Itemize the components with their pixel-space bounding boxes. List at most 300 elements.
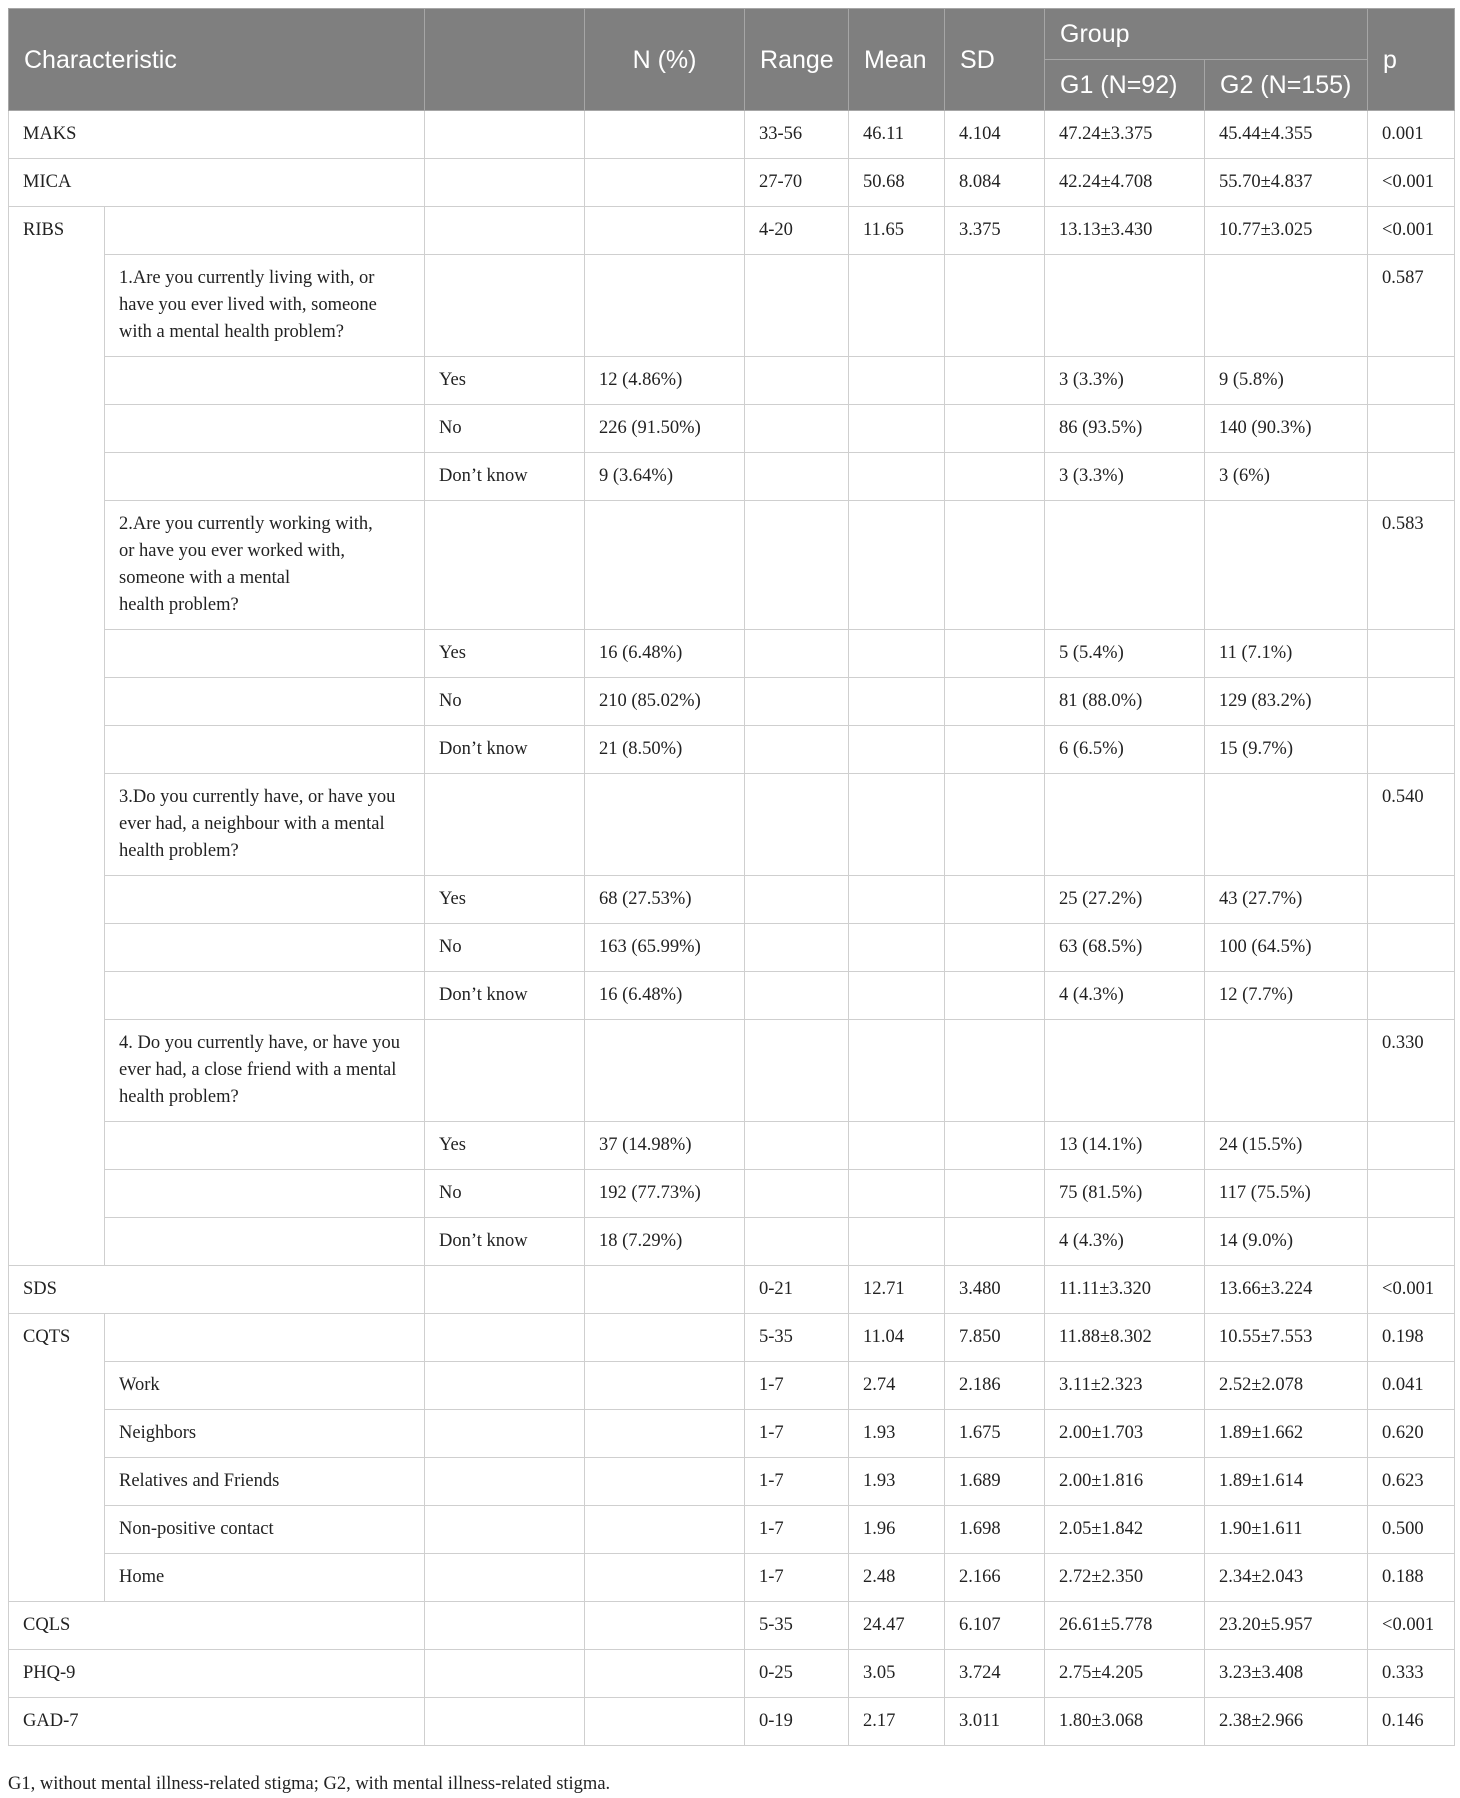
header-characteristic: Characteristic bbox=[9, 9, 425, 111]
mean-cell: 1.93 bbox=[849, 1410, 945, 1458]
answer-cell bbox=[425, 1602, 585, 1650]
answer-cell bbox=[425, 159, 585, 207]
table-row-answer bbox=[9, 357, 1455, 405]
subscale-label: Non-positive contact bbox=[105, 1506, 425, 1554]
sub-label-cell bbox=[105, 357, 425, 405]
range-cell: 33-56 bbox=[745, 111, 849, 159]
range-cell bbox=[745, 501, 849, 630]
range-cell bbox=[745, 726, 849, 774]
mean-cell bbox=[849, 774, 945, 876]
table-footnote: G1, without mental illness-related stigma; G2, with mental illness-related stigma. bbox=[8, 1774, 611, 1794]
question-text: 1.Are you currently living with, or have you ever lived with, someone with a mental health problem? bbox=[105, 255, 425, 357]
header-mean: Mean bbox=[849, 9, 945, 111]
g2-cell: 3 (6%) bbox=[1205, 453, 1368, 501]
question-text: 4. Do you currently have, or have you ever had, a close friend with a mental health problem? bbox=[105, 1020, 425, 1122]
n-cell bbox=[585, 501, 745, 630]
sd-cell bbox=[945, 726, 1045, 774]
g2-cell: 43 (27.7%) bbox=[1205, 876, 1368, 924]
g2-cell: 2.38±2.966 bbox=[1205, 1698, 1368, 1746]
p-cell: 0.623 bbox=[1368, 1458, 1455, 1506]
g2-cell: 2.34±2.043 bbox=[1205, 1554, 1368, 1602]
n-cell: 12 (4.86%) bbox=[585, 357, 745, 405]
table-row-answer bbox=[9, 726, 1455, 774]
p-cell bbox=[1368, 972, 1455, 1020]
table-row-subscale bbox=[9, 1506, 1455, 1554]
mean-cell bbox=[849, 501, 945, 630]
n-cell: 18 (7.29%) bbox=[585, 1218, 745, 1266]
g1-cell bbox=[1045, 774, 1205, 876]
mean-cell: 11.04 bbox=[849, 1314, 945, 1362]
g1-cell: 2.00±1.816 bbox=[1045, 1458, 1205, 1506]
n-cell bbox=[585, 207, 745, 255]
mean-cell bbox=[849, 972, 945, 1020]
g2-cell: 45.44±4.355 bbox=[1205, 111, 1368, 159]
table-row-gad7 bbox=[9, 1698, 1455, 1746]
g2-cell: 10.77±3.025 bbox=[1205, 207, 1368, 255]
table-row-question-2 bbox=[9, 501, 1455, 630]
sd-cell bbox=[945, 255, 1045, 357]
question-line: 2.Are you currently working with, bbox=[119, 514, 373, 534]
table-row-ribs bbox=[9, 207, 1455, 255]
table-row-subscale bbox=[9, 1362, 1455, 1410]
n-cell: 16 (6.48%) bbox=[585, 972, 745, 1020]
sd-cell: 3.375 bbox=[945, 207, 1045, 255]
range-cell bbox=[745, 357, 849, 405]
row-label: MICA bbox=[9, 159, 425, 207]
p-cell: 0.587 bbox=[1368, 255, 1455, 357]
answer-label: No bbox=[425, 678, 585, 726]
g1-cell: 4 (4.3%) bbox=[1045, 972, 1205, 1020]
answer-cell bbox=[425, 1020, 585, 1122]
g2-cell: 55.70±4.837 bbox=[1205, 159, 1368, 207]
answer-label: Yes bbox=[425, 876, 585, 924]
p-cell bbox=[1368, 876, 1455, 924]
sub-label-cell bbox=[105, 207, 425, 255]
answer-cell bbox=[425, 207, 585, 255]
row-label: MAKS bbox=[9, 111, 425, 159]
mean-cell bbox=[849, 1020, 945, 1122]
answer-label: No bbox=[425, 924, 585, 972]
g1-cell: 47.24±3.375 bbox=[1045, 111, 1205, 159]
answer-cell bbox=[425, 501, 585, 630]
g1-cell: 2.72±2.350 bbox=[1045, 1554, 1205, 1602]
table-row-answer bbox=[9, 1170, 1455, 1218]
g2-cell bbox=[1205, 774, 1368, 876]
g1-cell: 26.61±5.778 bbox=[1045, 1602, 1205, 1650]
g1-cell: 3.11±2.323 bbox=[1045, 1362, 1205, 1410]
range-cell bbox=[745, 1122, 849, 1170]
answer-label: Don’t know bbox=[425, 453, 585, 501]
table-row-question-1 bbox=[9, 255, 1455, 357]
answer-cell bbox=[425, 1458, 585, 1506]
n-cell bbox=[585, 774, 745, 876]
g1-cell: 5 (5.4%) bbox=[1045, 630, 1205, 678]
question-line: health problem? bbox=[119, 595, 239, 615]
n-cell: 9 (3.64%) bbox=[585, 453, 745, 501]
table-row-answer bbox=[9, 1122, 1455, 1170]
range-cell: 1-7 bbox=[745, 1506, 849, 1554]
mean-cell: 50.68 bbox=[849, 159, 945, 207]
n-cell: 163 (65.99%) bbox=[585, 924, 745, 972]
sd-cell bbox=[945, 453, 1045, 501]
p-cell: <0.001 bbox=[1368, 159, 1455, 207]
g1-cell: 63 (68.5%) bbox=[1045, 924, 1205, 972]
sub-label-cell bbox=[105, 924, 425, 972]
g1-cell: 3 (3.3%) bbox=[1045, 357, 1205, 405]
row-label: GAD-7 bbox=[9, 1698, 425, 1746]
table-row-subscale bbox=[9, 1458, 1455, 1506]
g1-cell: 4 (4.3%) bbox=[1045, 1218, 1205, 1266]
table-row-answer bbox=[9, 1218, 1455, 1266]
range-cell bbox=[745, 678, 849, 726]
header-sd: SD bbox=[945, 9, 1045, 111]
g2-cell: 23.20±5.957 bbox=[1205, 1602, 1368, 1650]
p-cell: 0.333 bbox=[1368, 1650, 1455, 1698]
p-cell bbox=[1368, 630, 1455, 678]
range-cell: 0-25 bbox=[745, 1650, 849, 1698]
range-cell bbox=[745, 453, 849, 501]
row-label: CQTS bbox=[9, 1314, 105, 1602]
answer-cell bbox=[425, 111, 585, 159]
table-row-answer bbox=[9, 405, 1455, 453]
mean-cell: 2.17 bbox=[849, 1698, 945, 1746]
answer-label: No bbox=[425, 1170, 585, 1218]
answer-cell bbox=[425, 1362, 585, 1410]
sd-cell bbox=[945, 357, 1045, 405]
g1-cell: 13 (14.1%) bbox=[1045, 1122, 1205, 1170]
table-row-answer bbox=[9, 924, 1455, 972]
table-row-subscale bbox=[9, 1554, 1455, 1602]
n-cell bbox=[585, 1650, 745, 1698]
g2-cell: 117 (75.5%) bbox=[1205, 1170, 1368, 1218]
question-text bbox=[105, 501, 425, 630]
table-row-cqls bbox=[9, 1602, 1455, 1650]
g1-cell: 75 (81.5%) bbox=[1045, 1170, 1205, 1218]
answer-cell bbox=[425, 1554, 585, 1602]
g1-cell bbox=[1045, 501, 1205, 630]
range-cell bbox=[745, 924, 849, 972]
answer-label: Yes bbox=[425, 357, 585, 405]
subscale-label: Relatives and Friends bbox=[105, 1458, 425, 1506]
g2-cell: 14 (9.0%) bbox=[1205, 1218, 1368, 1266]
subscale-label: Home bbox=[105, 1554, 425, 1602]
subscale-label: Neighbors bbox=[105, 1410, 425, 1458]
p-cell: 0.188 bbox=[1368, 1554, 1455, 1602]
g1-cell: 25 (27.2%) bbox=[1045, 876, 1205, 924]
sd-cell bbox=[945, 1170, 1045, 1218]
mean-cell bbox=[849, 726, 945, 774]
g1-cell: 2.05±1.842 bbox=[1045, 1506, 1205, 1554]
table-row-mica bbox=[9, 159, 1455, 207]
g2-cell: 12 (7.7%) bbox=[1205, 972, 1368, 1020]
n-cell: 21 (8.50%) bbox=[585, 726, 745, 774]
mean-cell: 2.74 bbox=[849, 1362, 945, 1410]
mean-cell bbox=[849, 1170, 945, 1218]
answer-cell bbox=[425, 1410, 585, 1458]
table-row-phq9 bbox=[9, 1650, 1455, 1698]
n-cell bbox=[585, 1506, 745, 1554]
answer-cell bbox=[425, 774, 585, 876]
g2-cell bbox=[1205, 1020, 1368, 1122]
g2-cell: 11 (7.1%) bbox=[1205, 630, 1368, 678]
range-cell bbox=[745, 405, 849, 453]
sd-cell bbox=[945, 501, 1045, 630]
mean-cell: 2.48 bbox=[849, 1554, 945, 1602]
sd-cell: 1.675 bbox=[945, 1410, 1045, 1458]
range-cell bbox=[745, 1020, 849, 1122]
sub-label-cell bbox=[105, 1122, 425, 1170]
data-table bbox=[8, 8, 1455, 1746]
range-cell: 0-19 bbox=[745, 1698, 849, 1746]
sd-cell bbox=[945, 1218, 1045, 1266]
header-range: Range bbox=[745, 9, 849, 111]
sd-cell: 2.166 bbox=[945, 1554, 1045, 1602]
table-row-subscale bbox=[9, 1410, 1455, 1458]
n-cell bbox=[585, 1410, 745, 1458]
n-cell bbox=[585, 1458, 745, 1506]
sd-cell bbox=[945, 630, 1045, 678]
header-group: Group bbox=[1045, 9, 1368, 60]
sd-cell: 2.186 bbox=[945, 1362, 1045, 1410]
answer-label: No bbox=[425, 405, 585, 453]
n-cell bbox=[585, 1362, 745, 1410]
mean-cell bbox=[849, 924, 945, 972]
mean-cell: 3.05 bbox=[849, 1650, 945, 1698]
answer-cell bbox=[425, 1266, 585, 1314]
p-cell: 0.583 bbox=[1368, 501, 1455, 630]
n-cell bbox=[585, 1020, 745, 1122]
range-cell: 1-7 bbox=[745, 1458, 849, 1506]
g2-cell: 13.66±3.224 bbox=[1205, 1266, 1368, 1314]
g1-cell: 11.88±8.302 bbox=[1045, 1314, 1205, 1362]
table-row-maks bbox=[9, 111, 1455, 159]
sd-cell bbox=[945, 405, 1045, 453]
sd-cell: 3.480 bbox=[945, 1266, 1045, 1314]
table-row-question-3 bbox=[9, 774, 1455, 876]
answer-cell bbox=[425, 1314, 585, 1362]
answer-label: Don’t know bbox=[425, 1218, 585, 1266]
g1-cell: 1.80±3.068 bbox=[1045, 1698, 1205, 1746]
sd-cell bbox=[945, 876, 1045, 924]
g1-cell: 86 (93.5%) bbox=[1045, 405, 1205, 453]
g2-cell: 100 (64.5%) bbox=[1205, 924, 1368, 972]
mean-cell: 12.71 bbox=[849, 1266, 945, 1314]
row-label: CQLS bbox=[9, 1602, 425, 1650]
mean-cell bbox=[849, 453, 945, 501]
g1-cell bbox=[1045, 1020, 1205, 1122]
g1-cell: 11.11±3.320 bbox=[1045, 1266, 1205, 1314]
header-g2: G2 (N=155) bbox=[1205, 60, 1368, 111]
range-cell: 0-21 bbox=[745, 1266, 849, 1314]
g2-cell bbox=[1205, 501, 1368, 630]
header-p: p bbox=[1368, 9, 1455, 111]
sd-cell: 3.011 bbox=[945, 1698, 1045, 1746]
table-header bbox=[9, 9, 1455, 111]
g2-cell: 2.52±2.078 bbox=[1205, 1362, 1368, 1410]
sub-label-cell bbox=[105, 876, 425, 924]
p-cell: 0.330 bbox=[1368, 1020, 1455, 1122]
answer-label: Don’t know bbox=[425, 972, 585, 1020]
sd-cell: 4.104 bbox=[945, 111, 1045, 159]
range-cell: 27-70 bbox=[745, 159, 849, 207]
mean-cell bbox=[849, 357, 945, 405]
sd-cell bbox=[945, 678, 1045, 726]
table-row-answer bbox=[9, 630, 1455, 678]
range-cell: 4-20 bbox=[745, 207, 849, 255]
sub-label-cell bbox=[105, 405, 425, 453]
p-cell: <0.001 bbox=[1368, 1266, 1455, 1314]
g2-cell: 3.23±3.408 bbox=[1205, 1650, 1368, 1698]
n-cell: 226 (91.50%) bbox=[585, 405, 745, 453]
sd-cell bbox=[945, 774, 1045, 876]
p-cell: <0.001 bbox=[1368, 1602, 1455, 1650]
mean-cell bbox=[849, 1122, 945, 1170]
p-cell bbox=[1368, 357, 1455, 405]
p-cell bbox=[1368, 1170, 1455, 1218]
n-cell: 210 (85.02%) bbox=[585, 678, 745, 726]
p-cell bbox=[1368, 1122, 1455, 1170]
n-cell bbox=[585, 111, 745, 159]
p-cell bbox=[1368, 405, 1455, 453]
answer-cell bbox=[425, 1650, 585, 1698]
sub-label-cell bbox=[105, 1170, 425, 1218]
p-cell: 0.620 bbox=[1368, 1410, 1455, 1458]
g1-cell: 13.13±3.430 bbox=[1045, 207, 1205, 255]
g1-cell: 3 (3.3%) bbox=[1045, 453, 1205, 501]
p-cell bbox=[1368, 678, 1455, 726]
g2-cell: 10.55±7.553 bbox=[1205, 1314, 1368, 1362]
question-text: 3.Do you currently have, or have you ever had, a neighbour with a mental health problem? bbox=[105, 774, 425, 876]
range-cell: 1-7 bbox=[745, 1362, 849, 1410]
n-cell bbox=[585, 1554, 745, 1602]
mean-cell bbox=[849, 255, 945, 357]
sd-cell bbox=[945, 1020, 1045, 1122]
sd-cell bbox=[945, 924, 1045, 972]
g2-cell: 9 (5.8%) bbox=[1205, 357, 1368, 405]
g1-cell: 6 (6.5%) bbox=[1045, 726, 1205, 774]
sub-label-cell bbox=[105, 1314, 425, 1362]
answer-cell bbox=[425, 1506, 585, 1554]
header-g1: G1 (N=92) bbox=[1045, 60, 1205, 111]
sub-label-cell bbox=[105, 726, 425, 774]
n-cell: 68 (27.53%) bbox=[585, 876, 745, 924]
answer-label: Yes bbox=[425, 1122, 585, 1170]
p-cell: 0.041 bbox=[1368, 1362, 1455, 1410]
sub-label-cell bbox=[105, 678, 425, 726]
question-line: or have you ever worked with, bbox=[119, 541, 346, 561]
range-cell bbox=[745, 876, 849, 924]
g1-cell: 81 (88.0%) bbox=[1045, 678, 1205, 726]
p-cell: 0.198 bbox=[1368, 1314, 1455, 1362]
g1-cell: 2.75±4.205 bbox=[1045, 1650, 1205, 1698]
g2-cell: 140 (90.3%) bbox=[1205, 405, 1368, 453]
n-cell: 37 (14.98%) bbox=[585, 1122, 745, 1170]
g1-cell bbox=[1045, 255, 1205, 357]
g2-cell: 129 (83.2%) bbox=[1205, 678, 1368, 726]
p-cell bbox=[1368, 726, 1455, 774]
sd-cell: 6.107 bbox=[945, 1602, 1045, 1650]
g1-cell: 42.24±4.708 bbox=[1045, 159, 1205, 207]
p-cell: 0.500 bbox=[1368, 1506, 1455, 1554]
range-cell bbox=[745, 774, 849, 876]
sd-cell: 1.689 bbox=[945, 1458, 1045, 1506]
p-cell bbox=[1368, 453, 1455, 501]
mean-cell bbox=[849, 678, 945, 726]
mean-cell: 46.11 bbox=[849, 111, 945, 159]
sd-cell: 3.724 bbox=[945, 1650, 1045, 1698]
n-cell bbox=[585, 1602, 745, 1650]
range-cell bbox=[745, 630, 849, 678]
header-n-pct: N (%) bbox=[585, 9, 745, 111]
sd-cell: 7.850 bbox=[945, 1314, 1045, 1362]
range-cell: 5-35 bbox=[745, 1314, 849, 1362]
mean-cell: 1.96 bbox=[849, 1506, 945, 1554]
g2-cell: 1.90±1.611 bbox=[1205, 1506, 1368, 1554]
range-cell bbox=[745, 1170, 849, 1218]
answer-label: Yes bbox=[425, 630, 585, 678]
table-row-answer bbox=[9, 876, 1455, 924]
sd-cell: 8.084 bbox=[945, 159, 1045, 207]
p-cell bbox=[1368, 924, 1455, 972]
answer-cell bbox=[425, 255, 585, 357]
g2-cell: 15 (9.7%) bbox=[1205, 726, 1368, 774]
table-row-cqts bbox=[9, 1314, 1455, 1362]
g2-cell: 1.89±1.662 bbox=[1205, 1410, 1368, 1458]
range-cell bbox=[745, 255, 849, 357]
n-cell bbox=[585, 1266, 745, 1314]
g1-cell: 2.00±1.703 bbox=[1045, 1410, 1205, 1458]
range-cell: 1-7 bbox=[745, 1554, 849, 1602]
n-cell bbox=[585, 255, 745, 357]
sd-cell: 1.698 bbox=[945, 1506, 1045, 1554]
range-cell: 5-35 bbox=[745, 1602, 849, 1650]
sub-label-cell bbox=[105, 1218, 425, 1266]
subscale-label: Work bbox=[105, 1362, 425, 1410]
sd-cell bbox=[945, 1122, 1045, 1170]
mean-cell: 11.65 bbox=[849, 207, 945, 255]
n-cell: 192 (77.73%) bbox=[585, 1170, 745, 1218]
header-blank bbox=[425, 9, 585, 111]
n-cell: 16 (6.48%) bbox=[585, 630, 745, 678]
range-cell bbox=[745, 1218, 849, 1266]
row-label: SDS bbox=[9, 1266, 425, 1314]
table-body bbox=[9, 111, 1455, 1746]
n-cell bbox=[585, 1314, 745, 1362]
mean-cell: 1.93 bbox=[849, 1458, 945, 1506]
row-label: RIBS bbox=[9, 207, 105, 1266]
p-cell: 0.540 bbox=[1368, 774, 1455, 876]
g2-cell: 1.89±1.614 bbox=[1205, 1458, 1368, 1506]
sd-cell bbox=[945, 972, 1045, 1020]
row-label: PHQ-9 bbox=[9, 1650, 425, 1698]
answer-label: Don’t know bbox=[425, 726, 585, 774]
mean-cell bbox=[849, 1218, 945, 1266]
mean-cell bbox=[849, 405, 945, 453]
g2-cell: 24 (15.5%) bbox=[1205, 1122, 1368, 1170]
p-cell: <0.001 bbox=[1368, 207, 1455, 255]
table-row-question-4 bbox=[9, 1020, 1455, 1122]
p-cell: 0.146 bbox=[1368, 1698, 1455, 1746]
range-cell bbox=[745, 972, 849, 1020]
question-line: someone with a mental bbox=[119, 568, 291, 588]
n-cell bbox=[585, 159, 745, 207]
table-container bbox=[8, 8, 1454, 1746]
mean-cell: 24.47 bbox=[849, 1602, 945, 1650]
mean-cell bbox=[849, 630, 945, 678]
mean-cell bbox=[849, 876, 945, 924]
table-row-answer bbox=[9, 678, 1455, 726]
sub-label-cell bbox=[105, 630, 425, 678]
